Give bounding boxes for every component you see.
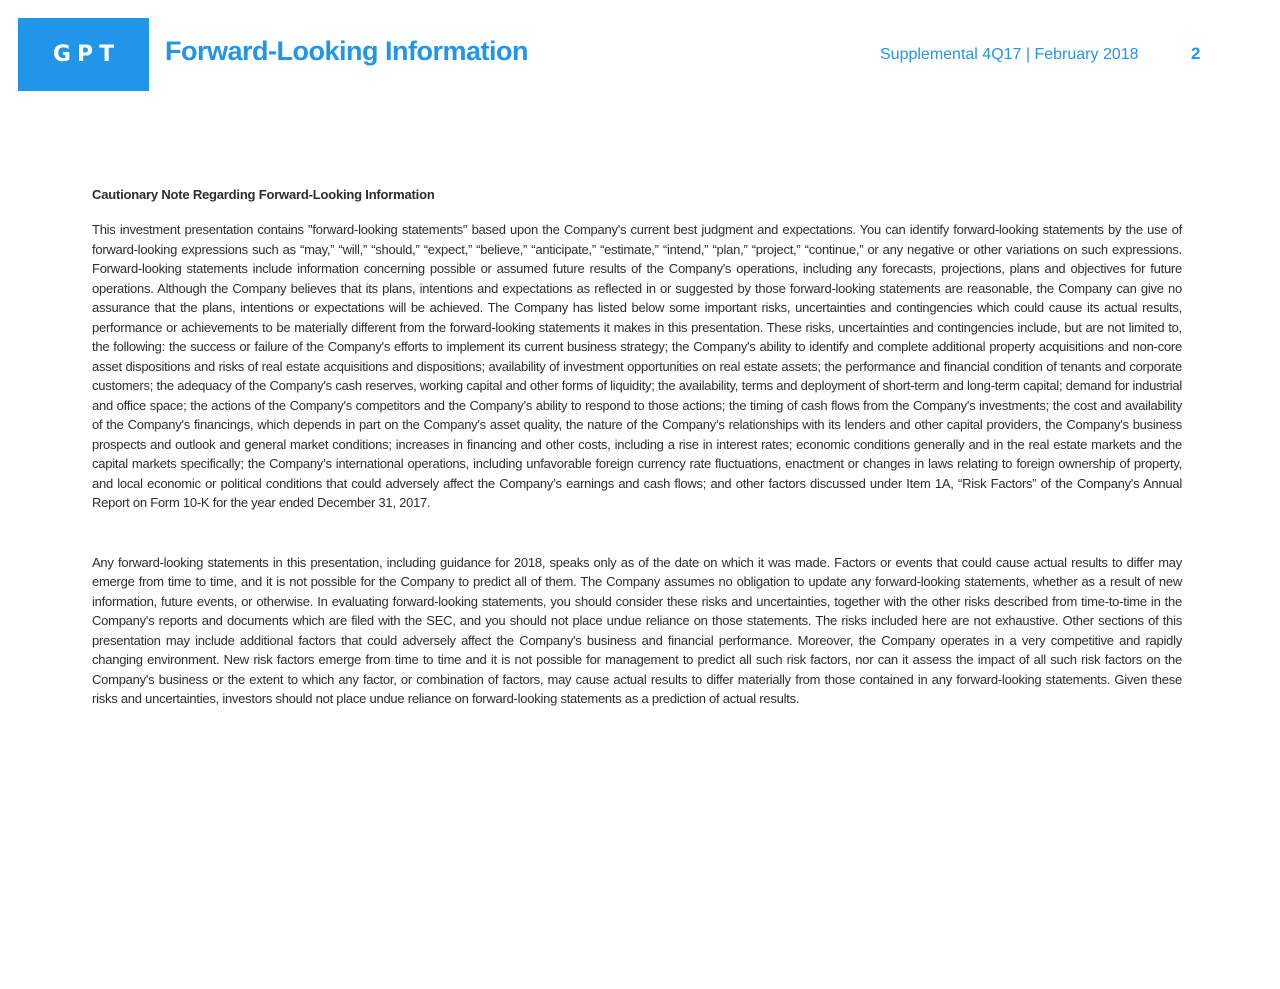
section-heading: Cautionary Note Regarding Forward-Looking Information — [92, 187, 435, 202]
paragraph-guidance: Any forward-looking statements in this presentation, including guidance for 2018, speaks only as of the date on which it was made. Factors or events that could cause actual results to differ may emerge from time to time, and it is not possible for the Company to predict all of them. The Company assumes no obligation to update any forward-looking statements, whether as a result of new information, future events, or otherwise. In evaluating forward-looking statements, you should consider these risks and uncertainties, together with the other risks described from time-to-time in the Company's reports and documents which are filed with the SEC, and you should not place undue reliance on those statements. The risks included here are not exhaustive. Other sections of this presentation may include additional factors that could adversely affect the Company's business and financial performance. Moreover, the Company operates in a very competitive and rapidly changing environment. New risk factors emerge from time to time and it is not possible for management to predict all such risk factors, nor can it assess the impact of all such risk factors on the Company's business or the extent to which any factor, or combination of factors, may cause actual results to differ materially from those contained in any forward-looking statements. Given these risks and uncertainties, investors should not place undue reliance on forward-looking statements as a prediction of actual results. — [92, 554, 1182, 706]
paragraph-risks: This investment presentation contains "forward-looking statements" based upon the Company's current best judgment and expectations. You can identify forward-looking statements by the use of forward-looking expressions such as “may,” “will,” “should,” “expect,” “believe,” “anticipate,” “estimate,” “intend,” “plan,” “project,” “continue,” or any negative or other variations on such expressions. Forward-looking statements include information concerning possible or assumed future results of the Company's operations, including any forecasts, projections, plans and objectives for future operations. Although the Company believes that its plans, intentions and expectations as reflected in or suggested by those forward-looking statements are reasonable, the Company can give no assurance that the plans, intentions or expectations will be achieved. The Company has listed below some important risks, uncertainties and contingencies which could cause its actual results, performance or achievements to be materially different from the forward-looking statements it makes in this presentation. These risks, uncertainties and contingencies include, but are not limited to, the following: the success or failure of the Company's efforts to implement its current business strategy; the Company's ability to identify and complete additional property acquisitions and non-core asset dispositions and risks of real estate acquisitions and dispositions; availability of investment opportunities on real estate assets; the performance and financial condition of tenants and corporate customers; the adequacy of the Company's cash reserves, working capital and other forms of liquidity; the availability, terms and deployment of short-term and long-term capital; demand for industrial and office space; the actions of the Company's competitors and the Company’s ability to respond to those actions; the timing of cash flows from the Company's investments; the cost and availability of the Company's financings, which depends in part on the Company's asset quality, the nature of the Company’s relationships with its lenders and other capital providers, the Company's business prospects and outlook and general market conditions; increases in financing and other costs, including a rise in interest rates; economic conditions generally and in the real estate markets and the capital markets specifically; the Company’s international operations, including unfavorable foreign currency rate fluctuations, enactment or changes in laws relating to foreign ownership of property, and local economic or political conditions that could adversely affect the Company’s earnings and cash flows; and other factors discussed under Item 1A, “Risk Factors” of the Company's Annual Report on Form 10-K for the year ended December 31, 2017. — [92, 222, 1182, 510]
logo-text: GPT — [52, 42, 121, 67]
page-title: Forward-Looking Information — [165, 36, 528, 66]
main-content — [92, 187, 1182, 709]
document-meta: Supplemental 4Q17 | February 2018 — [880, 46, 1139, 63]
page-number: 2 — [1191, 44, 1201, 63]
gpt-logo — [18, 18, 149, 91]
